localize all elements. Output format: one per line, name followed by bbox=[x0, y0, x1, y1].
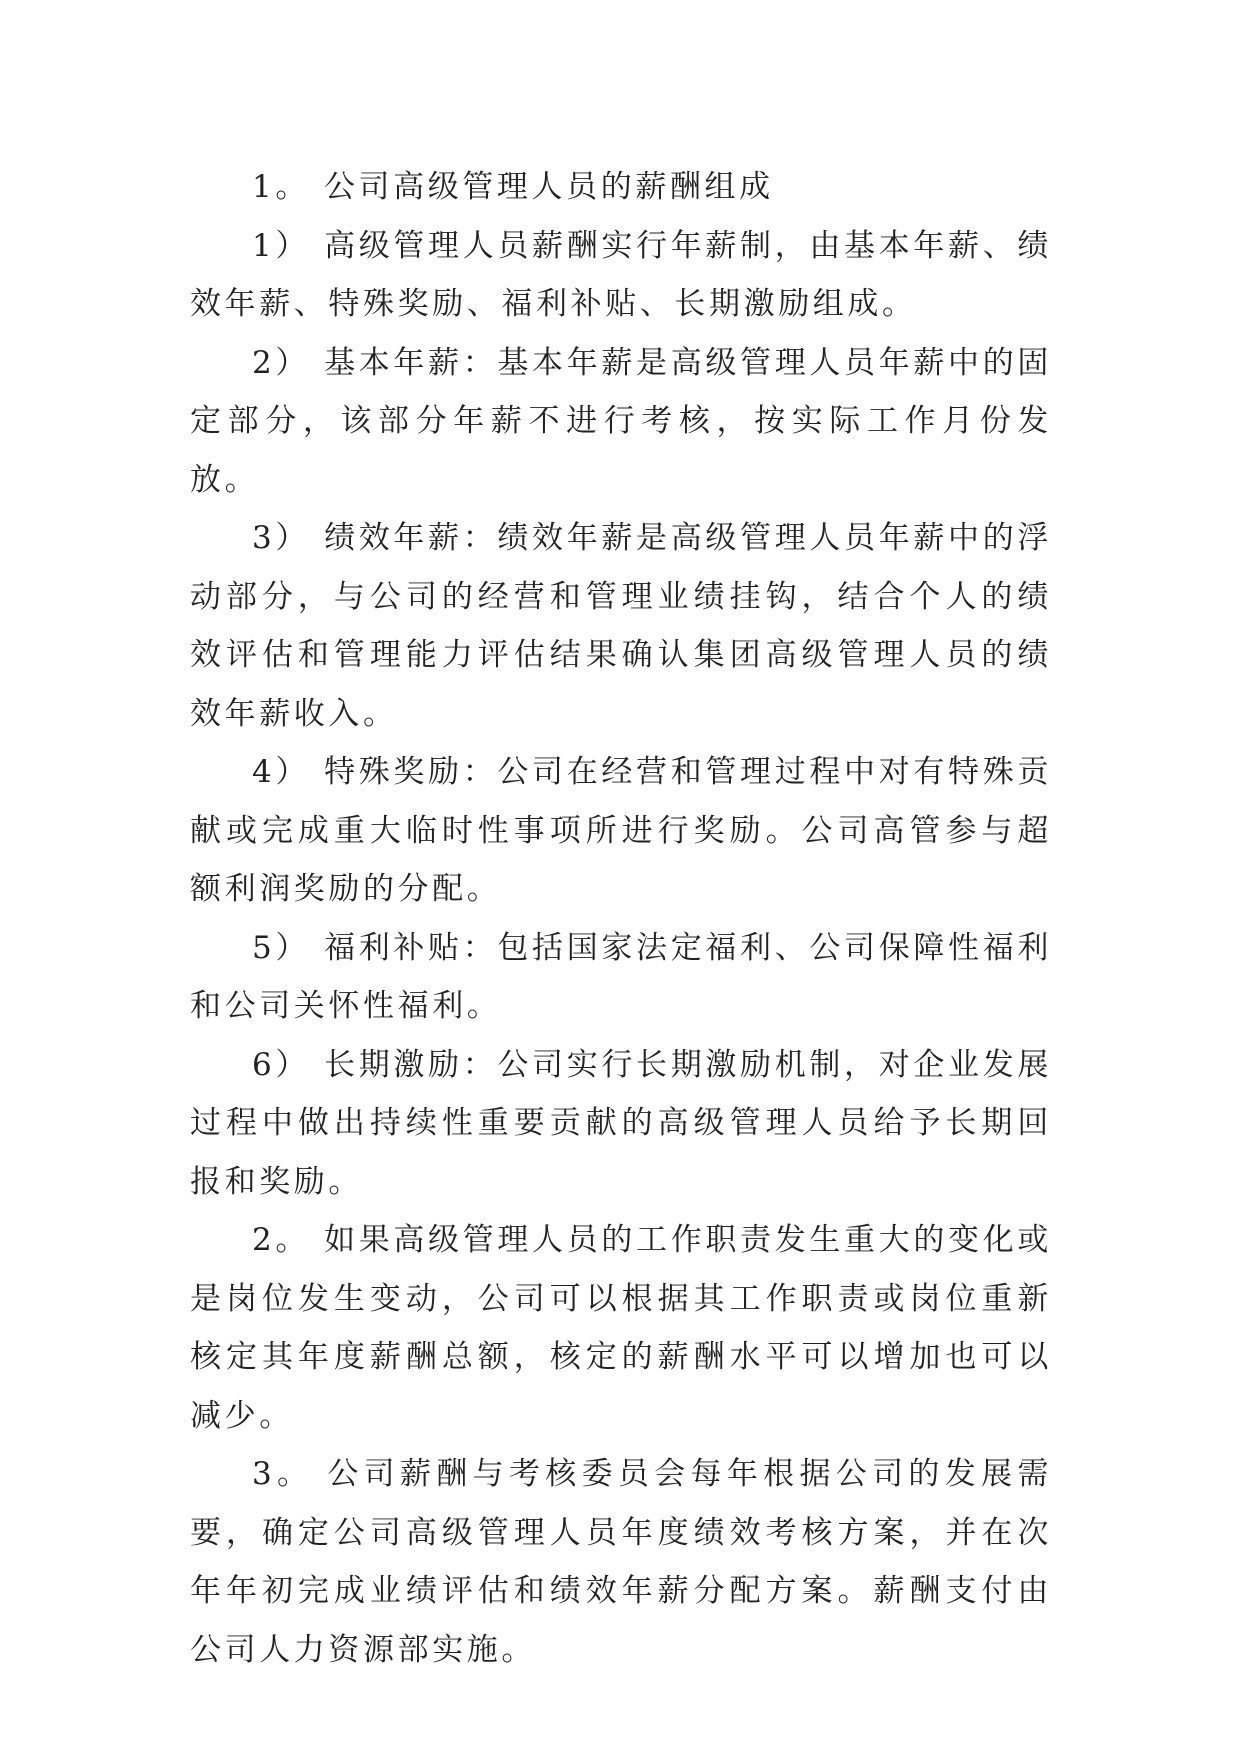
paragraph-3 bbox=[190, 1445, 1052, 1679]
paragraph-number: 2。 bbox=[252, 1222, 311, 1258]
paragraph-number: 2） bbox=[252, 344, 311, 381]
paragraph-1-6 bbox=[190, 1036, 1052, 1212]
paragraph-text: 基本年薪：基本年薪是高级管理人员年薪中的固定部分，该部分年薪不进行考核，按实际工作月份发放。 bbox=[190, 344, 1052, 498]
paragraph-number: 1。 bbox=[252, 169, 310, 205]
paragraph-1-2 bbox=[190, 334, 1052, 510]
paragraph-text: 长期激励：公司实行长期激励机制，对企业发展过程中做出持续性重要贡献的高级管理人员给予长期回报和奖励。 bbox=[190, 1046, 1052, 1200]
paragraph-number: 1） bbox=[252, 227, 311, 264]
paragraph-text: 公司薪酬与考核委员会每年根据公司的发展需要，确定公司高级管理人员年度绩效考核方案，并在次年年初完成业绩评估和绩效年薪分配方案。薪酬支付由公司人力资源部实施。 bbox=[190, 1456, 1052, 1668]
paragraph-2 bbox=[190, 1211, 1052, 1445]
paragraph-1 bbox=[190, 158, 1052, 217]
paragraph-1-3 bbox=[190, 509, 1052, 743]
paragraph-text: 公司高级管理人员的薪酬组成 bbox=[323, 169, 774, 205]
document-body bbox=[190, 158, 1052, 1679]
paragraph-text: 特殊奖励：公司在经营和管理过程中对有特殊贡献或完成重大临时性事项所进行奖励。公司高管参与超额利润奖励的分配。 bbox=[190, 754, 1052, 907]
paragraph-number: 5） bbox=[252, 929, 311, 966]
paragraph-number: 4） bbox=[252, 754, 311, 790]
paragraph-text: 高级管理人员薪酬实行年薪制，由基本年薪、绩效年薪、特殊奖励、福利补贴、长期激励组成。 bbox=[190, 227, 1052, 322]
paragraph-number: 6） bbox=[252, 1046, 311, 1083]
paragraph-1-1 bbox=[190, 217, 1052, 334]
paragraph-number: 3） bbox=[252, 520, 311, 556]
paragraph-1-4 bbox=[190, 743, 1052, 919]
paragraph-text: 如果高级管理人员的工作职责发生重大的变化或是岗位发生变动，公司可以根据其工作职责或岗位重新核定其年度薪酬总额，核定的薪酬水平可以增加也可以减少。 bbox=[190, 1222, 1052, 1434]
paragraph-number: 3。 bbox=[252, 1456, 314, 1492]
paragraph-text: 绩效年薪：绩效年薪是高级管理人员年薪中的浮动部分，与公司的经营和管理业绩挂钩，结合个人的绩效评估和管理能力评估结果确认集团高级管理人员的绩效年薪收入。 bbox=[190, 520, 1052, 732]
paragraph-1-5 bbox=[190, 919, 1052, 1036]
paragraph-text: 福利补贴：包括国家法定福利、公司保障性福利和公司关怀性福利。 bbox=[190, 929, 1052, 1024]
